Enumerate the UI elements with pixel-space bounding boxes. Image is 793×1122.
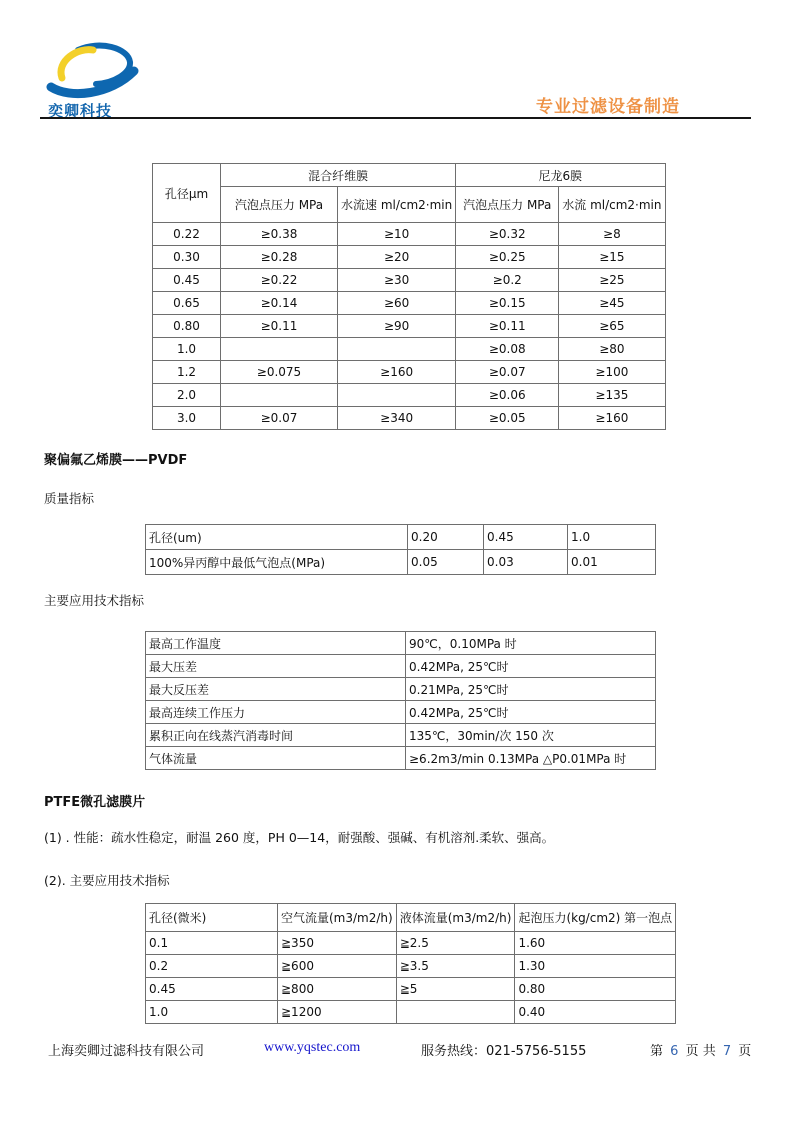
table-cell: 0.01 — [568, 550, 656, 575]
row-header: 最高连续工作压力 — [146, 701, 406, 724]
column-header: 孔径(微米) — [146, 904, 278, 932]
page-total-number: 7 — [722, 1044, 732, 1059]
table-cell: ≥0.25 — [456, 246, 559, 269]
table-cell: ≥30 — [338, 269, 456, 292]
row-header: 100%异丙醇中最低气泡点(MPa) — [146, 550, 408, 575]
logo-text: 奕卿科技 — [48, 102, 113, 120]
table-cell — [396, 1001, 515, 1024]
table-cell: ≧600 — [278, 955, 397, 978]
table-cell: ≥8 — [559, 223, 665, 246]
header-slogan: 专业过滤设备制造 — [536, 97, 680, 117]
table-cell: ≥0.05 — [456, 407, 559, 430]
company-logo — [46, 42, 156, 108]
table-row — [153, 223, 666, 246]
table-cell: ≧2.5 — [396, 932, 515, 955]
table-row — [146, 678, 656, 701]
table-row — [146, 655, 656, 678]
table-cell: ≥0.11 — [221, 315, 338, 338]
table-cell: ≥340 — [338, 407, 456, 430]
table-cell: ≥0.07 — [221, 407, 338, 430]
pvdf-quality-table — [145, 524, 656, 575]
table-row — [146, 724, 656, 747]
table-row — [146, 1001, 676, 1024]
table-cell: ≥45 — [559, 292, 665, 315]
row-header: 最大压差 — [146, 655, 406, 678]
quality-indicator-label: 质量指标 — [44, 491, 95, 506]
table-cell: ≥90 — [338, 315, 456, 338]
table-cell: ≥0.11 — [456, 315, 559, 338]
page-prefix: 第 — [650, 1044, 664, 1059]
table-cell: 0.20 — [408, 525, 484, 550]
table-cell: 0.05 — [408, 550, 484, 575]
table-cell: 1.0 — [146, 1001, 278, 1024]
row-header: 孔径(um) — [146, 525, 408, 550]
column-header: 水流 ml/cm2·min — [559, 187, 665, 223]
table-cell: 3.0 — [153, 407, 221, 430]
footer-website-link[interactable]: www.yqstec.com — [264, 1040, 361, 1055]
table-cell — [338, 338, 456, 361]
table-row — [153, 338, 666, 361]
table-cell: ≥80 — [559, 338, 665, 361]
table-cell: ≥25 — [559, 269, 665, 292]
table-cell: ≥0.07 — [456, 361, 559, 384]
table-row — [153, 384, 666, 407]
table-row — [153, 292, 666, 315]
header-divider — [40, 117, 751, 119]
table-cell: 0.45 — [484, 525, 568, 550]
table-cell: ≥0.28 — [221, 246, 338, 269]
table-cell: ≥135 — [559, 384, 665, 407]
table-cell: ≥15 — [559, 246, 665, 269]
table-cell: 0.03 — [484, 550, 568, 575]
table-cell: 1.0 — [153, 338, 221, 361]
footer-hotline: 服务热线：021-5756-5155 — [421, 1044, 587, 1059]
column-header: 液体流量(m3/m2/h) — [396, 904, 515, 932]
column-group-header: 尼龙6膜 — [456, 164, 665, 187]
table-cell — [338, 384, 456, 407]
table-cell: ≧3.5 — [396, 955, 515, 978]
table-cell: 135℃，30min/次 150 次 — [406, 724, 656, 747]
table-row — [153, 246, 666, 269]
section-title-pvdf: 聚偏氟乙烯膜——PVDF — [44, 453, 188, 468]
table-cell: ≥0.15 — [456, 292, 559, 315]
pvdf-tech-table — [145, 631, 656, 770]
globe-logo-icon — [46, 42, 146, 104]
table-cell: ≥10 — [338, 223, 456, 246]
table-cell: 90℃，0.10MPa 时 — [406, 632, 656, 655]
table-cell: ≧350 — [278, 932, 397, 955]
table-cell: 0.30 — [153, 246, 221, 269]
table-row — [146, 932, 676, 955]
column-header: 汽泡点压力 MPa — [456, 187, 559, 223]
column-header: 水流速 ml/cm2·min — [338, 187, 456, 223]
column-header: 起泡压力(kg/cm2) 第一泡点 — [515, 904, 676, 932]
page-current-number: 6 — [670, 1044, 679, 1059]
table-cell: 0.21MPa, 25℃时 — [406, 678, 656, 701]
tech-indicator-label: 主要应用技术指标 — [44, 593, 145, 608]
table-row — [146, 525, 656, 550]
table-cell: ≥0.22 — [221, 269, 338, 292]
table-cell: 0.42MPa, 25℃时 — [406, 701, 656, 724]
ptfe-tech-label: (2). 主要应用技术指标 — [44, 873, 170, 888]
table-cell — [221, 384, 338, 407]
table-cell: 0.2 — [146, 955, 278, 978]
table-cell: ≥6.2m3/min 0.13MPa △P0.01MPa 时 — [406, 747, 656, 770]
table-cell: ≥0.06 — [456, 384, 559, 407]
table-cell: 0.80 — [153, 315, 221, 338]
table-cell: ≥0.32 — [456, 223, 559, 246]
table-cell: ≥0.14 — [221, 292, 338, 315]
table-row — [153, 407, 666, 430]
table-cell: 0.40 — [515, 1001, 676, 1024]
table-row — [146, 550, 656, 575]
table-cell: ≧5 — [396, 978, 515, 1001]
table-row — [146, 978, 676, 1001]
table-cell: 1.30 — [515, 955, 676, 978]
table-cell: ≥60 — [338, 292, 456, 315]
table-cell: 0.80 — [515, 978, 676, 1001]
table-cell: ≥100 — [559, 361, 665, 384]
table-cell: ≥0.08 — [456, 338, 559, 361]
table-cell: ≥65 — [559, 315, 665, 338]
table-cell: 2.0 — [153, 384, 221, 407]
table-cell: 0.42MPa, 25℃时 — [406, 655, 656, 678]
table-cell: ≥0.2 — [456, 269, 559, 292]
table-row — [153, 361, 666, 384]
ptfe-tech-table — [145, 903, 676, 1024]
table-cell: 0.45 — [146, 978, 278, 1001]
table-cell: ≥0.38 — [221, 223, 338, 246]
column-header: 孔径μm — [153, 164, 221, 223]
table-cell: 0.45 — [153, 269, 221, 292]
table-row — [153, 315, 666, 338]
table-cell: ≧800 — [278, 978, 397, 1001]
row-header: 最高工作温度 — [146, 632, 406, 655]
table-cell: 1.60 — [515, 932, 676, 955]
table-cell — [221, 338, 338, 361]
table-cell: ≥160 — [559, 407, 665, 430]
table-header-row — [146, 904, 676, 932]
ptfe-performance-note: (1) . 性能：疏水性稳定，耐温 260 度，PH 0—14，耐强酸、强碱、有机溶剂.柔软、强高。 — [44, 830, 555, 845]
row-header: 累积正向在线蒸汽消毒时间 — [146, 724, 406, 747]
page-suffix: 页 — [738, 1044, 752, 1059]
footer-page-number — [650, 1040, 751, 1059]
membrane-comparison-table — [152, 163, 666, 430]
table-cell: ≥160 — [338, 361, 456, 384]
table-cell: ≥0.075 — [221, 361, 338, 384]
table-cell: 1.0 — [568, 525, 656, 550]
table-cell: 1.2 — [153, 361, 221, 384]
table-cell: 0.1 — [146, 932, 278, 955]
footer-company-name: 上海奕卿过滤科技有限公司 — [48, 1044, 205, 1059]
table-row — [146, 701, 656, 724]
row-header: 气体流量 — [146, 747, 406, 770]
table-row — [146, 632, 656, 655]
column-group-header: 混合纤维膜 — [221, 164, 456, 187]
table-row — [146, 747, 656, 770]
table-cell: 0.22 — [153, 223, 221, 246]
table-cell: ≥20 — [338, 246, 456, 269]
table-cell: ≧1200 — [278, 1001, 397, 1024]
table-cell: 0.65 — [153, 292, 221, 315]
row-header: 最大反压差 — [146, 678, 406, 701]
column-header: 汽泡点压力 MPa — [221, 187, 338, 223]
table-row — [153, 269, 666, 292]
page-mid: 页 共 — [685, 1044, 716, 1059]
table-row — [146, 955, 676, 978]
section-title-ptfe: PTFE微孔滤膜片 — [44, 795, 146, 810]
column-header: 空气流量(m3/m2/h) — [278, 904, 397, 932]
